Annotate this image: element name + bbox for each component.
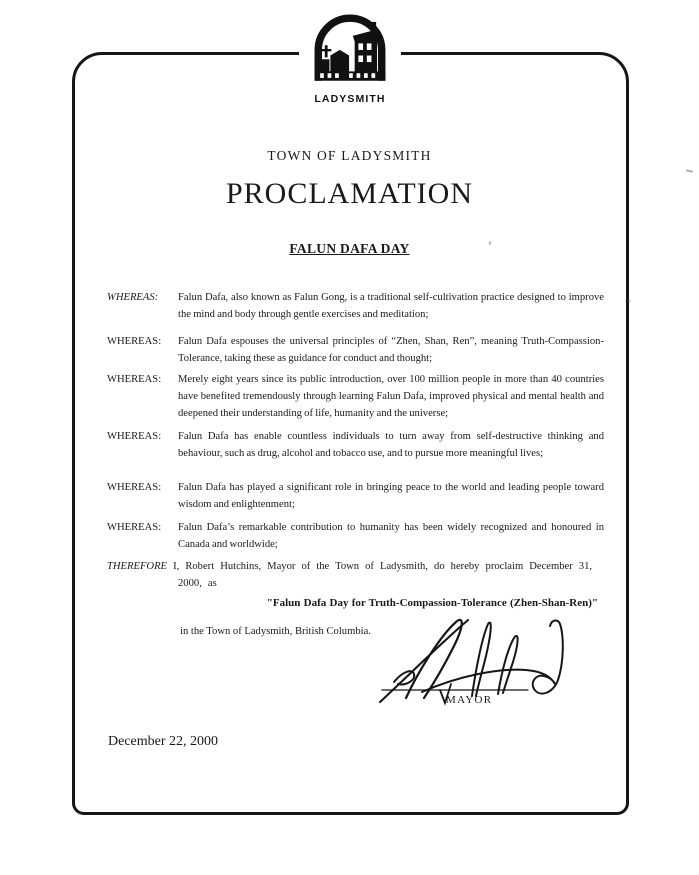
whereas-label: WHEREAS: — [107, 522, 162, 533]
scan-speck — [628, 300, 631, 302]
whereas-label: WHEREAS: — [107, 482, 162, 493]
whereas-text: Falun Dafa has played a significant role in bringing peace to the world and leading people toward wisdom and enlightenment; — [178, 482, 604, 510]
whereas-label: WHEREAS: — [107, 431, 162, 442]
whereas-text: Merely eight years since its public introduction, over 100 million people in more than 40 countries have benefited tremendously through learning Falun Dafa, improved physical and mental health and deepened their understanding of life, humanity and the universe; — [178, 374, 604, 419]
therefore-label: THEREFORE — [107, 561, 168, 572]
town-logo — [299, 4, 401, 105]
whereas-clause-2 — [107, 333, 604, 367]
therefore-clause — [107, 558, 607, 592]
whereas-text: Falun Dafa’s remarkable contribution to humanity has been widely recognized and honoured in Canada and worldwide; — [178, 522, 604, 550]
whereas-text: Falun Dafa, also known as Falun Gong, is a traditional self-cultivation practice designed to improve the mind and body through gentle exercises and meditation; — [178, 292, 604, 320]
whereas-label: WHEREAS: — [107, 374, 162, 385]
whereas-label: WHEREAS: — [107, 292, 159, 303]
whereas-clause-4 — [107, 428, 604, 462]
scan-speck — [686, 169, 693, 172]
whereas-clause-5 — [107, 479, 604, 513]
ladysmith-crest-icon — [308, 6, 392, 92]
whereas-clause-1 — [107, 289, 604, 323]
logo-caption: LADYSMITH — [314, 93, 386, 105]
whereas-text: Falun Dafa has enable countless individuals to turn away from self-destructive thinking and behaviour, such as drug, alcohol and tobacco use, and to pursue more meaningful lives; — [178, 431, 604, 459]
therefore-continuation: 2000, as — [178, 578, 217, 589]
subject-heading: FALUN DAFA DAY — [289, 241, 410, 256]
whereas-clause-3 — [107, 371, 604, 422]
therefore-text: I, Robert Hutchins, Mayor of the Town of Ladysmith, do hereby proclaim December 31, — [173, 561, 593, 572]
whereas-label: WHEREAS: — [107, 336, 162, 347]
signature-title: MAYOR — [446, 694, 493, 706]
document-title: PROCLAMATION — [225, 177, 474, 210]
municipality-name: TOWN OF LADYSMITH — [267, 148, 432, 163]
document-date: December 22, 2000 — [108, 734, 219, 749]
whereas-text: Falun Dafa espouses the universal principles of “Zhen, Shan, Ren”, meaning Truth-Compassion-Tolerance, taking these as guidance for conduct and thought; — [178, 336, 604, 364]
proclaimed-day: "Falun Dafa Day for Truth-Compassion-Tolerance (Zhen-Shan-Ren)" — [266, 597, 598, 609]
whereas-clause-6 — [107, 519, 604, 553]
closing-line: in the Town of Ladysmith, British Columbia. — [180, 626, 371, 637]
